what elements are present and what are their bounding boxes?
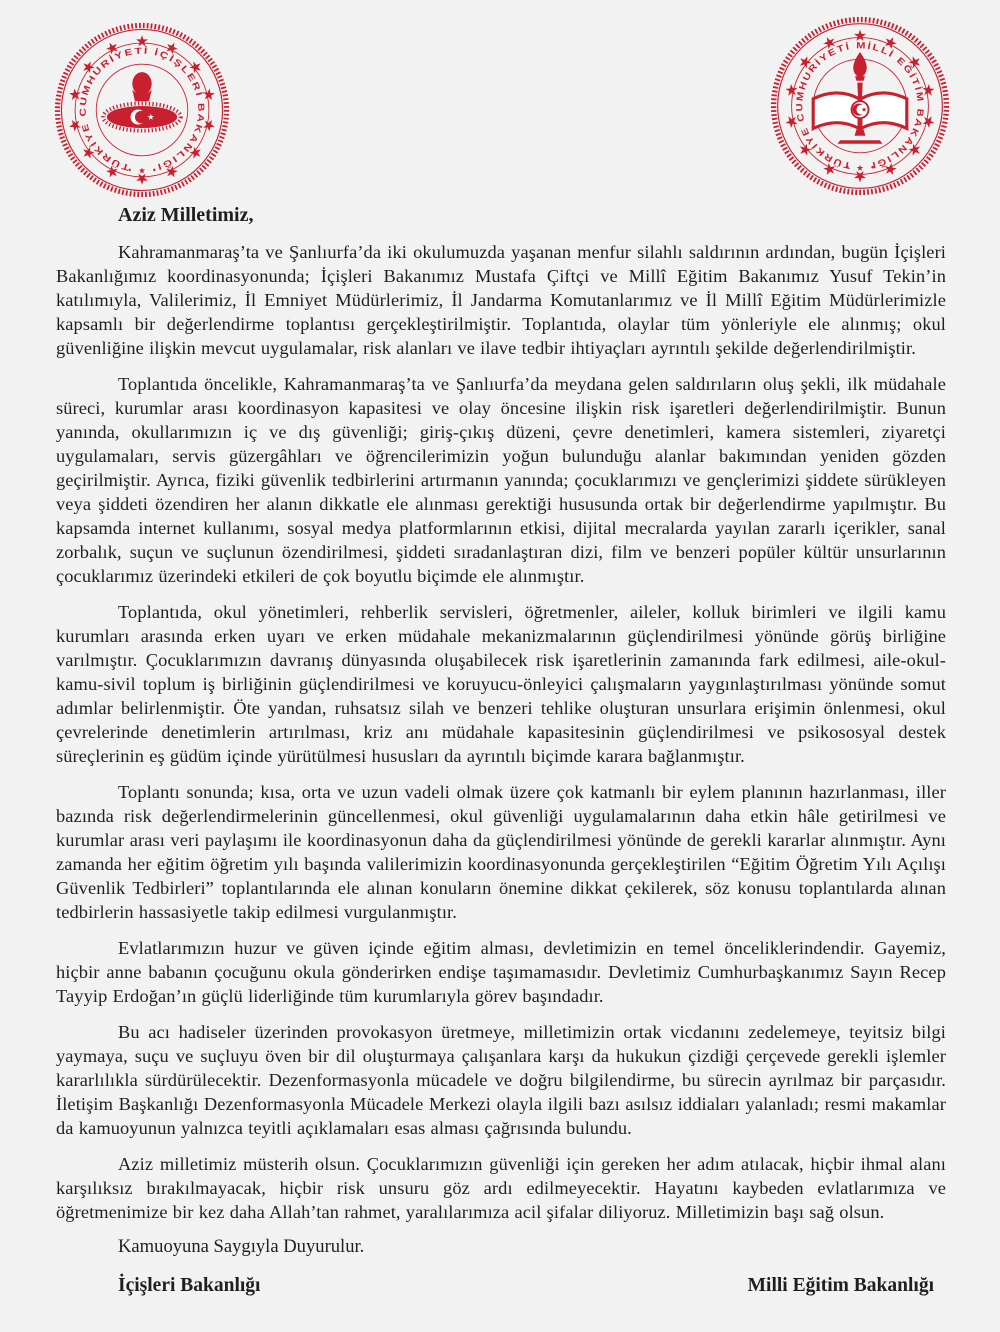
paragraph-5: Evlatlarımızın huzur ve güven içinde eğitim alması, devletimizin en temel önceliklerindendir. Gayemiz, hiçbir anne babanın çocuğunu okula gönderirken endişe taşımamasıdır. Devletimiz Cumhurbaşkanımız Sayın Recep Tayyip Erdoğan’ın güçlü liderliğinde tüm kurumlarıyla görev başındadır. xyxy=(56,938,946,1006)
interior-ministry-seal xyxy=(50,22,234,198)
paragraph-3: Toplantıda, okul yönetimleri, rehberlik servisleri, öğretmenler, aileler, kolluk birimleri ve ilgili kamu kurumları arasında erken uyarı ve erken müdahale mekanizmalarının güçlendirilmesi yönünde görüş birliğine varılmıştır. Çocuklarımızın davranış dünyasında oluşabilecek risk işaretlerinin zamanında fark edilmesi, aile-okul-kamu-sivil toplum iş birliğinin güçlendirilmesi ve koruyucu-önleyici çalışmaların yaygınlaştırılması yönünde somut adımlar belirlenmiştir. Öte yandan, ruhsatsız silah ve benzeri tehlike oluşturan unsurlara erişimin önlenmesi, okul çevrelerinde denetimlerin artırılması, kriz anı müdahale kapasitesinin güçlendirilmesi ve psikososyal destek süreçlerinin eş güdüm içinde yürütülmesi hususları da ayrıntılı biçimde karara bağlanmıştır. xyxy=(56,602,946,766)
interior-seal-ring-text: TÜRKİYE CUMHURİYETİ İÇİŞLERİ BAKANLIĞI xyxy=(77,45,207,173)
paragraph-4: Toplantı sonunda; kısa, orta ve uzun vadeli olmak üzere çok katmanlı bir eylem planının hazırlanması, iller bazında risk değerlendirmelerinin güncellenmesi, okul güvenliği uygulamalarının daha etkin hâle getirilmesi ve kurumlar arası veri paylaşımı ile koordinasyonun daha da güçlendirilmesi yönünde de gerekli kararlar alınmıştır. Aynı zamanda her eğitim öğretim yılı başında valilerimizin koordinasyonunda gerçekleştirilen “Eğitim Öğretim Yılı Açılışı Güvenlik Tedbirleri” toplantılarında ele alınan konuların önemine dikkat çekilerek, söz konusu toplantılarda alınan tedbirlerin hassasiyetle takip edilmesi vurgulanmıştır. xyxy=(56,782,946,922)
crescent-star-icon xyxy=(851,100,870,119)
closing-line: Kamuoyuna Saygıyla Duyurulur. xyxy=(118,1236,365,1257)
paragraph-7: Aziz milletimiz müsterih olsun. Çocuklarımızın güvenliği için gereken her adım atılacak, hiçbir ihmal alanı karşılıksız bırakılmayacak, hiçbir risk unsuru göz ardı edilmeyecektir. Hayatını kaybeden evlatlarımıza ve öğretmenimize bir kez daha Allah’tan rahmet, yaralılarımıza acil şifalar diliyoruz. Milletimizin başı sağ olsun. xyxy=(56,1154,946,1222)
education-seal-ring-text: TÜRKİYE CUMHURİYETİ MİLLİ EĞİTİM BAKANLIĞI xyxy=(794,40,926,171)
signature-education-ministry: Milli Eğitim Bakanlığı xyxy=(747,1275,934,1296)
ataturk-silhouette-icon xyxy=(132,72,151,101)
signature-row xyxy=(56,1275,946,1297)
paragraph-1: Kahramanmaraş’ta ve Şanlıurfa’da iki okulumuzda yaşanan menfur silahlı saldırının ardından, bugün İçişleri Bakanlığımız koordinasyonunda; İçişleri Bakanımız Mustafa Çiftçi ve Millî Eğitim Bakanımız Yusuf Tekin’in katılımıyla, Valilerimiz, İl Emniyet Müdürlerimiz, İl Jandarma Komutanlarımız ve İl Millî Eğitim Müdürlerimizle kapsamlı bir değerlendirme toplantısı gerçekleştirilmiştir. Toplantıda, olaylar tüm yönleriyle ele alınmış; okul güvenliğine ilişkin mevcut uygulamalar, risk alanları ve ilave tedbir ihtiyaçları ayrıntılı şekilde değerlendirilmiştir. xyxy=(56,242,946,358)
interior-ministry-seal-graphic xyxy=(50,22,234,198)
education-ministry-seal xyxy=(770,16,950,196)
education-ministry-seal-graphic xyxy=(770,16,950,196)
paragraph-2: Toplantıda öncelikle, Kahramanmaraş’ta ve Şanlıurfa’da meydana gelen saldırıların oluş şekli, ilk müdahale süreci, kurumlar arası koordinasyon kapasitesi ve olay öncesine ilişkin risk işaretleri değerlendirilmiştir. Bunun yanında, okullarımızın iç ve dış güvenliği; giriş-çıkış düzeni, çevre denetimleri, kamera sistemleri, ziyaretçi uygulamaları, servis güzergâhları ve öğrencilerimizin yoğun bulunduğu alanlar bakımından yeniden gözden geçirilmiştir. Ayrıca, fiziki güvenlik tedbirlerini artırmanın yanında; çocuklarımızı ve gençlerimizi şiddete sürükleyen veya şiddeti özendiren her alanın dikkatle ele alınması gerektiği hususunda ortak bir değerlendirme yapılmıştır. Bu kapsamda internet kullanımı, sosyal medya platformlarının etkisi, dijital mecralarda yayılan zararlı içerikler, sanal zorbalık, suçun ve suçlunun özendirilmesi, şiddeti sıradanlaştıran dizi, film ve benzeri popüler kültür unsurlarının çocuklarımız üzerindeki etkileri de çok boyutlu biçimde ele alınmıştır. xyxy=(56,374,946,586)
document-body xyxy=(56,204,946,1297)
paragraph-6: Bu acı hadiseler üzerinden provokasyon üretmeye, milletimizin ortak vicdanını zedelemeye, teyitsiz bilgi yaymaya, suçu ve suçluyu öven bir dil oluşturmaya çalışanlara karşı da hukukun çizdiği çerçevede gerekli işlemler kararlılıkla sürdürülecektir. Dezenformasyonla mücadele ve doğru bilgilendirme, bu sürecin ayrılmaz bir parçasıdır. İletişim Başkanlığı Dezenformasyonla Mücadele Merkezi olayla ilgili bazı asılsız iddiaları yalanladı; resmi makamlar da kamuoyunun yalnızca teyitli açıklamaları esas alması çağrısında bulundu. xyxy=(56,1022,946,1138)
salutation: Aziz Milletimiz, xyxy=(118,204,254,226)
signature-interior-ministry: İçişleri Bakanlığı xyxy=(118,1275,261,1296)
